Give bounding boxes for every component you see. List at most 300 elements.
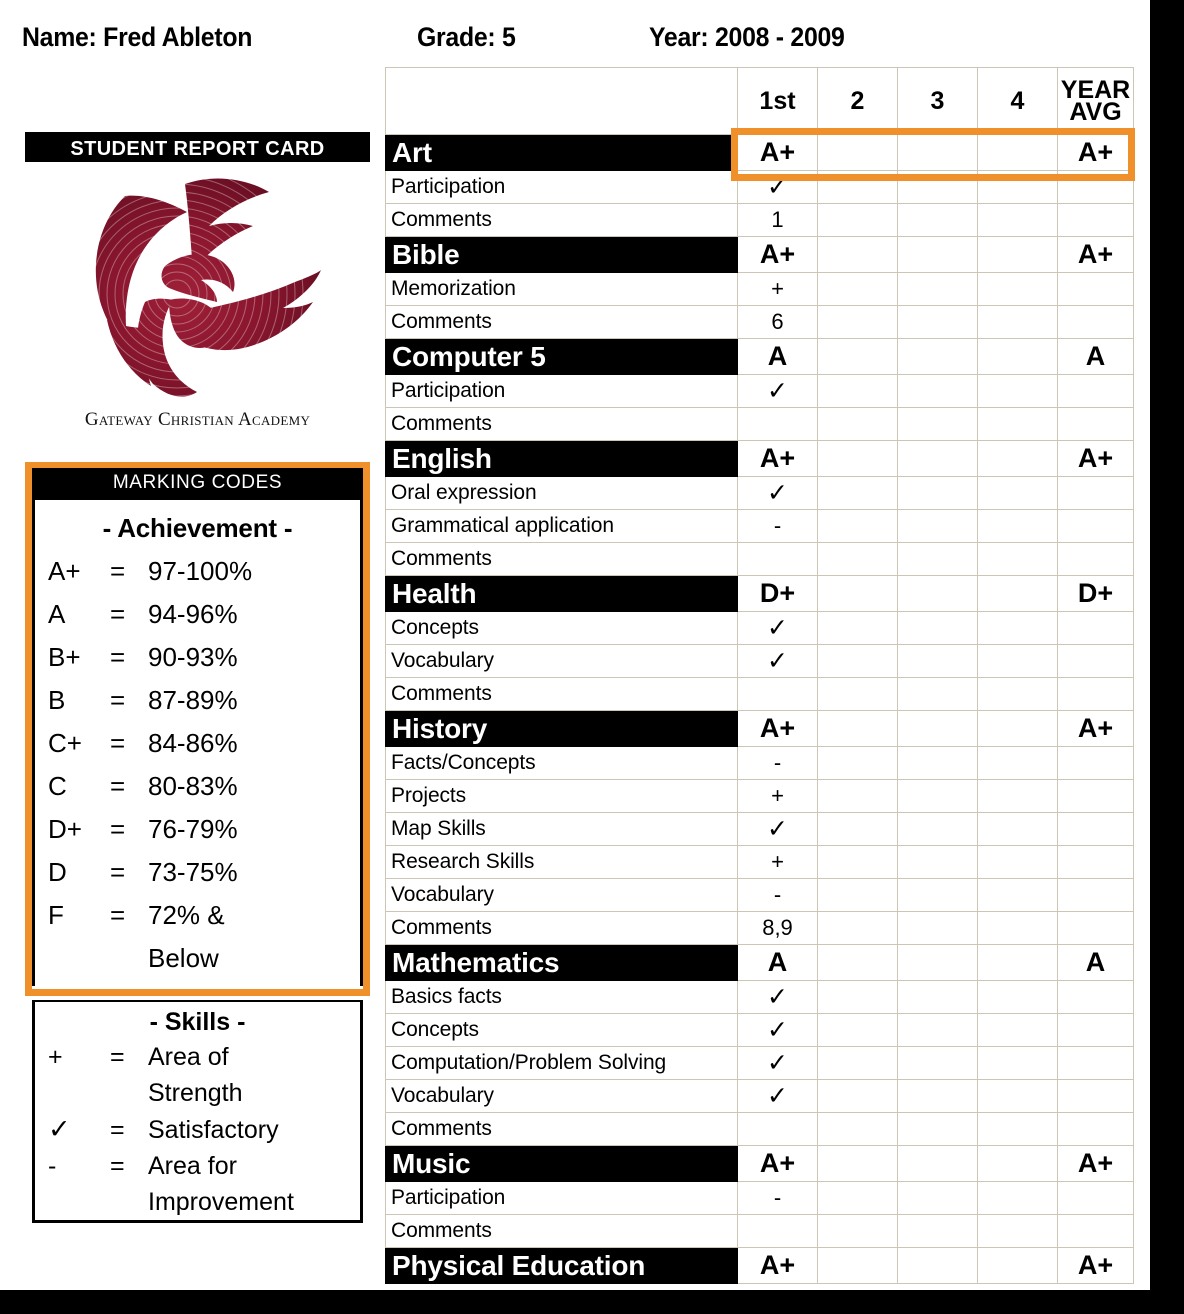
skill-mark-q3	[898, 813, 978, 846]
skill-mark-avg	[1058, 477, 1134, 510]
skill-row	[386, 1215, 1134, 1248]
scan-edge-right	[1150, 0, 1184, 1314]
skill-mark-q4	[978, 1014, 1058, 1047]
header-year-average-line1: YEAR	[1060, 76, 1131, 104]
skill-mark-q3	[898, 912, 978, 945]
left-panel	[25, 132, 370, 441]
skill-mark-q1: ✓	[738, 813, 818, 846]
skill-mark-avg	[1058, 780, 1134, 813]
skill-value: Satisfactory	[148, 1116, 279, 1144]
skill-mark-q4	[978, 747, 1058, 780]
skill-label: Participation	[386, 171, 738, 204]
subject-grade-avg: A+	[1058, 1146, 1134, 1182]
skill-row	[386, 813, 1134, 846]
skill-mark-q4	[978, 612, 1058, 645]
skill-mark-avg	[1058, 375, 1134, 408]
achievement-code-list	[35, 550, 360, 986]
subject-grade-q3	[898, 711, 978, 747]
skill-label: Participation	[386, 375, 738, 408]
skill-mark-q3	[898, 1113, 978, 1146]
skill-row	[386, 678, 1134, 711]
skill-mark-q3	[898, 408, 978, 441]
header-quarter-3: 3	[898, 68, 978, 135]
skill-label: Oral expression	[386, 477, 738, 510]
subject-name: Bible	[386, 237, 738, 273]
skill-mark-q4	[978, 846, 1058, 879]
school-logo	[25, 162, 370, 407]
skills-title: - Skills -	[149, 1008, 246, 1036]
skill-row	[386, 1182, 1134, 1215]
skill-mark-q1: ✓	[738, 1047, 818, 1080]
subject-grade-q4	[978, 1146, 1058, 1182]
subject-name: Health	[386, 576, 738, 612]
skill-mark-q1: ✓	[738, 171, 818, 204]
subject-grade-q3	[898, 135, 978, 171]
skill-mark-q1: 1	[738, 204, 818, 237]
subject-grade-q4	[978, 135, 1058, 171]
skill-mark-q3	[898, 510, 978, 543]
skill-mark-q2	[818, 678, 898, 711]
header-year-average	[1058, 68, 1134, 135]
code-key: A+	[48, 556, 81, 586]
skill-mark-q4	[978, 678, 1058, 711]
achievement-code-row	[35, 550, 360, 593]
skill-mark-avg	[1058, 1182, 1134, 1215]
skill-row	[386, 510, 1134, 543]
skill-label: Computation/Problem Solving	[386, 1047, 738, 1080]
skill-mark-q3	[898, 306, 978, 339]
subject-grade-q4	[978, 711, 1058, 747]
check-icon: ✓	[48, 1114, 71, 1144]
subject-row	[386, 1146, 1134, 1182]
subject-row	[386, 945, 1134, 981]
skill-mark-q3	[898, 375, 978, 408]
skill-mark-q3	[898, 981, 978, 1014]
skill-label: Projects	[386, 780, 738, 813]
skill-mark-avg	[1058, 1014, 1134, 1047]
skill-value	[148, 1039, 360, 1111]
skill-mark-q1: ✓	[738, 1080, 818, 1113]
skill-row	[386, 612, 1134, 645]
code-key: D+	[48, 814, 82, 844]
skill-mark-q2	[818, 846, 898, 879]
skill-row	[386, 171, 1134, 204]
subject-grade-q4	[978, 576, 1058, 612]
skill-mark-q1: ✓	[738, 612, 818, 645]
skill-mark-avg	[1058, 1047, 1134, 1080]
code-equals: =	[110, 900, 126, 930]
code-equals: =	[110, 771, 126, 801]
skill-mark-avg	[1058, 171, 1134, 204]
subject-name: Mathematics	[386, 945, 738, 981]
skill-row	[386, 204, 1134, 237]
skill-mark-q4	[978, 477, 1058, 510]
skill-mark-q4	[978, 1182, 1058, 1215]
subject-grade-q2	[818, 576, 898, 612]
skill-label: Comments	[386, 543, 738, 576]
skill-mark-avg	[1058, 1080, 1134, 1113]
grade-table-body	[386, 135, 1134, 1284]
code-value: 76-79%	[148, 814, 238, 844]
subject-grade-q4	[978, 945, 1058, 981]
skill-value	[148, 1148, 360, 1220]
skill-mark-q3	[898, 273, 978, 306]
subject-grade-q2	[818, 1146, 898, 1182]
skill-mark-q2	[818, 375, 898, 408]
skill-mark-q3	[898, 1080, 978, 1113]
subject-row	[386, 1248, 1134, 1284]
skill-mark-q4	[978, 912, 1058, 945]
subject-grade-avg: A+	[1058, 135, 1134, 171]
skill-row	[386, 879, 1134, 912]
code-equals: =	[110, 685, 126, 715]
skill-mark-q4	[978, 543, 1058, 576]
skill-mark-q3	[898, 477, 978, 510]
skill-key: -	[48, 1152, 57, 1180]
subject-grade-q1: A+	[738, 237, 818, 273]
skill-mark-q1: 8,9	[738, 912, 818, 945]
subject-row	[386, 237, 1134, 273]
code-equals: =	[110, 857, 126, 887]
skill-mark-q3	[898, 780, 978, 813]
school-year: Year: 2008 - 2009	[649, 22, 845, 52]
marking-codes-panel	[32, 468, 363, 986]
skill-mark-avg	[1058, 879, 1134, 912]
skill-label: Basics facts	[386, 981, 738, 1014]
subject-grade-avg: A+	[1058, 711, 1134, 747]
subject-row	[386, 339, 1134, 375]
subject-name: English	[386, 441, 738, 477]
skill-value-line1: Area of	[148, 1043, 229, 1071]
skill-mark-q2	[818, 612, 898, 645]
skill-label: Comments	[386, 1215, 738, 1248]
skill-mark-q3	[898, 1182, 978, 1215]
skill-mark-avg	[1058, 1215, 1134, 1248]
subject-grade-avg: A	[1058, 945, 1134, 981]
student-name: Name: Fred Ableton	[22, 22, 253, 52]
skill-mark-q3	[898, 1014, 978, 1047]
skill-mark-q2	[818, 1014, 898, 1047]
code-key: D	[48, 857, 67, 887]
subject-grade-q1: D+	[738, 576, 818, 612]
grade-table-header-row	[386, 68, 1134, 135]
subject-grade-q3	[898, 1248, 978, 1284]
skill-equals: =	[110, 1043, 125, 1071]
achievement-code-row	[35, 851, 360, 894]
code-key: C	[48, 771, 67, 801]
achievement-code-row	[35, 593, 360, 636]
code-value: 94-96%	[148, 599, 238, 629]
subject-grade-avg: A+	[1058, 1248, 1134, 1284]
skill-mark-q4	[978, 1047, 1058, 1080]
skill-mark-q2	[818, 204, 898, 237]
skill-mark-q1: ✓	[738, 1014, 818, 1047]
skill-label: Comments	[386, 204, 738, 237]
skill-label: Comments	[386, 912, 738, 945]
code-key: F	[48, 900, 64, 930]
skill-mark-q2	[818, 747, 898, 780]
skill-equals: =	[110, 1116, 125, 1144]
skill-label: Concepts	[386, 612, 738, 645]
skill-mark-q3	[898, 645, 978, 678]
skill-mark-q2	[818, 912, 898, 945]
skill-row	[386, 1080, 1134, 1113]
skill-mark-q2	[818, 273, 898, 306]
skill-mark-q4	[978, 645, 1058, 678]
code-value-line1: 72% &	[148, 900, 225, 930]
skill-mark-q1: ✓	[738, 477, 818, 510]
skill-label: Vocabulary	[386, 1080, 738, 1113]
skill-mark-avg	[1058, 510, 1134, 543]
subject-grade-q3	[898, 237, 978, 273]
subject-name: Physical Education	[386, 1248, 738, 1284]
scan-edge-bottom	[0, 1290, 1184, 1314]
subject-row	[386, 441, 1134, 477]
skill-row	[386, 846, 1134, 879]
skill-mark-q2	[818, 477, 898, 510]
skill-mark-q3	[898, 612, 978, 645]
skill-mark-avg	[1058, 747, 1134, 780]
skill-mark-avg	[1058, 981, 1134, 1014]
skill-mark-q1: ✓	[738, 981, 818, 1014]
skill-mark-q4	[978, 306, 1058, 339]
header-quarter-2: 2	[818, 68, 898, 135]
skill-row	[386, 1014, 1134, 1047]
header-quarter-4: 4	[978, 68, 1058, 135]
skill-mark-q1: -	[738, 510, 818, 543]
subject-name: History	[386, 711, 738, 747]
subject-grade-avg: A+	[1058, 441, 1134, 477]
achievement-title: - Achievement -	[102, 513, 293, 543]
subject-grade-q1: A	[738, 339, 818, 375]
skill-mark-q2	[818, 543, 898, 576]
code-value: 80-83%	[148, 771, 238, 801]
skill-mark-q2	[818, 306, 898, 339]
skill-mark-avg	[1058, 1113, 1134, 1146]
marking-codes-header: MARKING CODES	[35, 468, 360, 500]
skill-label: Memorization	[386, 273, 738, 306]
code-equals: =	[110, 728, 126, 758]
school-name: Gateway Christian Academy	[84, 409, 311, 430]
code-key: B	[48, 685, 66, 715]
skill-mark-q2	[818, 780, 898, 813]
skill-mark-q4	[978, 408, 1058, 441]
skill-key: +	[48, 1043, 63, 1071]
skill-mark-q2	[818, 813, 898, 846]
subject-grade-q2	[818, 945, 898, 981]
skill-mark-q4	[978, 780, 1058, 813]
skill-mark-q3	[898, 1047, 978, 1080]
code-key: B+	[48, 642, 81, 672]
skill-code-row	[35, 1148, 360, 1220]
skill-mark-q2	[818, 1182, 898, 1215]
skill-mark-q4	[978, 204, 1058, 237]
skill-label: Comments	[386, 408, 738, 441]
skill-label: Map Skills	[386, 813, 738, 846]
subject-grade-q2	[818, 1248, 898, 1284]
skill-row	[386, 912, 1134, 945]
subject-row	[386, 711, 1134, 747]
skill-mark-q1: -	[738, 879, 818, 912]
skill-mark-q1	[738, 1113, 818, 1146]
subject-row	[386, 135, 1134, 171]
skill-mark-q3	[898, 678, 978, 711]
code-value: 97-100%	[148, 556, 253, 586]
achievement-code-row	[35, 679, 360, 722]
skill-mark-avg	[1058, 612, 1134, 645]
skill-mark-avg	[1058, 678, 1134, 711]
subject-grade-q1: A+	[738, 135, 818, 171]
skill-mark-q2	[818, 1047, 898, 1080]
skill-label: Participation	[386, 1182, 738, 1215]
subject-name: Art	[386, 135, 738, 171]
skill-mark-q2	[818, 879, 898, 912]
subject-grade-q3	[898, 945, 978, 981]
skill-mark-q3	[898, 879, 978, 912]
skill-mark-avg	[1058, 306, 1134, 339]
skill-row	[386, 273, 1134, 306]
subject-grade-q3	[898, 576, 978, 612]
skill-label: Facts/Concepts	[386, 747, 738, 780]
code-equals: =	[110, 814, 126, 844]
grade-table	[385, 67, 1134, 1284]
subject-name: Music	[386, 1146, 738, 1182]
code-value: 90-93%	[148, 642, 238, 672]
subject-grade-q2	[818, 339, 898, 375]
subject-grade-q1: A+	[738, 1146, 818, 1182]
skill-row	[386, 981, 1134, 1014]
skill-mark-avg	[1058, 846, 1134, 879]
skill-label: Comments	[386, 678, 738, 711]
skill-mark-q1	[738, 408, 818, 441]
grade-table-wrapper	[385, 67, 1133, 1284]
skill-mark-q4	[978, 1215, 1058, 1248]
subject-grade-q1: A+	[738, 1248, 818, 1284]
skill-value-line2: Improvement	[148, 1188, 294, 1216]
skill-mark-q1	[738, 543, 818, 576]
header-year-average-line2: AVG	[1069, 98, 1122, 126]
header-spacer	[386, 68, 738, 135]
skill-mark-q3	[898, 1215, 978, 1248]
subject-grade-q3	[898, 441, 978, 477]
subject-grade-q4	[978, 237, 1058, 273]
skill-mark-q4	[978, 1113, 1058, 1146]
skill-mark-q4	[978, 1080, 1058, 1113]
subject-grade-q1: A+	[738, 711, 818, 747]
achievement-code-row	[35, 765, 360, 808]
skill-mark-q4	[978, 375, 1058, 408]
skill-mark-avg	[1058, 543, 1134, 576]
skill-row	[386, 408, 1134, 441]
subject-grade-q2	[818, 441, 898, 477]
subject-grade-q4	[978, 1248, 1058, 1284]
skill-equals: =	[110, 1152, 125, 1180]
skill-mark-q1: 6	[738, 306, 818, 339]
code-key: C+	[48, 728, 82, 758]
skill-mark-q3	[898, 846, 978, 879]
achievement-code-row	[35, 722, 360, 765]
skill-mark-q4	[978, 510, 1058, 543]
subject-grade-q3	[898, 339, 978, 375]
skill-value-line2: Strength	[148, 1079, 243, 1107]
subject-grade-q2	[818, 135, 898, 171]
skill-mark-q1	[738, 1215, 818, 1248]
skill-mark-q1: -	[738, 747, 818, 780]
skill-mark-q4	[978, 273, 1058, 306]
skill-label: Comments	[386, 1113, 738, 1146]
subject-grade-q2	[818, 711, 898, 747]
skill-mark-avg	[1058, 645, 1134, 678]
subject-row	[386, 576, 1134, 612]
skill-mark-q2	[818, 171, 898, 204]
skill-label: Concepts	[386, 1014, 738, 1047]
subject-grade-q4	[978, 441, 1058, 477]
skill-row	[386, 780, 1134, 813]
skill-label: Comments	[386, 306, 738, 339]
code-value: 73-75%	[148, 857, 238, 887]
student-info-row	[22, 22, 1132, 58]
code-value: 87-89%	[148, 685, 238, 715]
skill-mark-q4	[978, 171, 1058, 204]
subject-grade-avg: A+	[1058, 237, 1134, 273]
skill-code-row	[35, 1039, 360, 1111]
subject-grade-q4	[978, 339, 1058, 375]
skill-mark-avg	[1058, 912, 1134, 945]
skill-mark-avg	[1058, 273, 1134, 306]
skill-row	[386, 645, 1134, 678]
skill-row	[386, 1113, 1134, 1146]
skill-mark-q1: ✓	[738, 645, 818, 678]
skill-mark-q3	[898, 747, 978, 780]
subject-grade-q1: A+	[738, 441, 818, 477]
skill-mark-q3	[898, 204, 978, 237]
subject-grade-q1: A	[738, 945, 818, 981]
skill-mark-q1: +	[738, 846, 818, 879]
skill-mark-avg	[1058, 813, 1134, 846]
gateway-eagle-logo	[73, 170, 323, 400]
skill-row	[386, 747, 1134, 780]
skill-mark-q2	[818, 408, 898, 441]
subject-grade-q3	[898, 1146, 978, 1182]
skills-codes-panel	[32, 1000, 363, 1223]
skill-mark-q2	[818, 981, 898, 1014]
code-value-line2: Below	[148, 943, 219, 973]
skill-mark-q4	[978, 981, 1058, 1014]
skill-mark-q1	[738, 678, 818, 711]
skill-label: Grammatical application	[386, 510, 738, 543]
subject-name: Computer 5	[386, 339, 738, 375]
skill-mark-q2	[818, 1113, 898, 1146]
code-equals: =	[110, 556, 126, 586]
skill-mark-q2	[818, 1080, 898, 1113]
report-card-title: STUDENT REPORT CARD	[25, 132, 370, 162]
skill-row	[386, 477, 1134, 510]
achievement-code-row	[35, 894, 360, 980]
subject-grade-q2	[818, 237, 898, 273]
achievement-code-row	[35, 808, 360, 851]
skill-row	[386, 306, 1134, 339]
skill-mark-avg	[1058, 408, 1134, 441]
code-value	[148, 894, 360, 980]
skill-mark-q2	[818, 1215, 898, 1248]
skill-mark-q4	[978, 879, 1058, 912]
code-equals: =	[110, 642, 126, 672]
subject-grade-avg: A	[1058, 339, 1134, 375]
subject-grade-avg: D+	[1058, 576, 1134, 612]
student-grade: Grade: 5	[417, 22, 516, 52]
skill-label: Vocabulary	[386, 879, 738, 912]
code-equals: =	[110, 599, 126, 629]
